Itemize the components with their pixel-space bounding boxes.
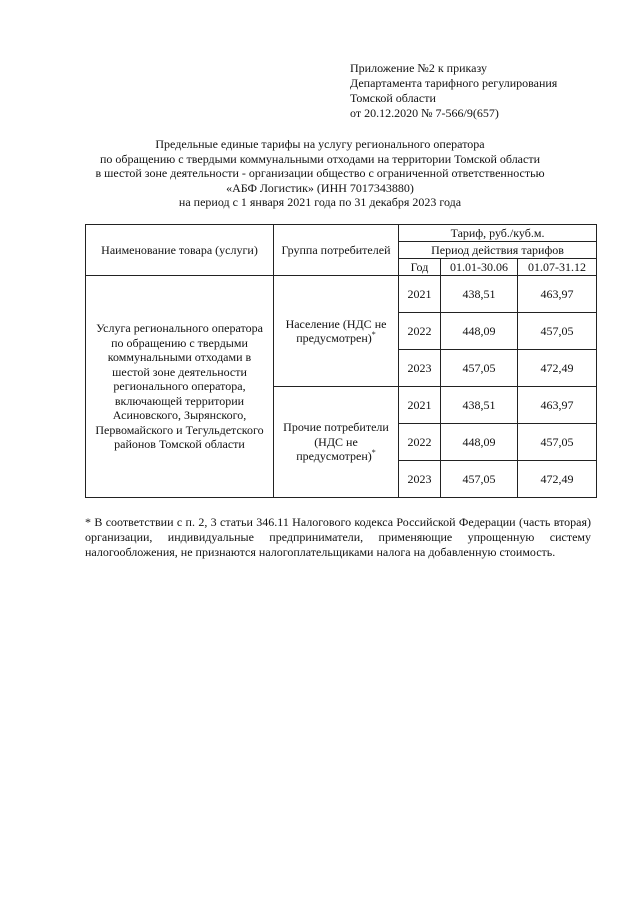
title-line: по обращению с твердыми коммунальными отходами на территории Томской области bbox=[99, 151, 540, 166]
tariff-h2-cell: 457,05 bbox=[518, 424, 597, 461]
footnote-mark: * bbox=[371, 330, 376, 339]
title-line: «АБФ Логистик» (ИНН 7017343880) bbox=[226, 180, 414, 195]
header-period-2: 01.07-31.12 bbox=[518, 259, 597, 276]
footnote: * В соответствии с п. 2, 3 статьи 346.11 Налогового кодекса Российской Федерации (часть вторая) организации, индивидуальные предприниматели, применяющие упрощенную систему налогообложения, не признаются налогоплательщиками налога на добавленную стоимость. bbox=[85, 515, 591, 559]
tariff-h1-cell: 457,05 bbox=[441, 461, 518, 498]
tariff-h1-cell: 448,09 bbox=[441, 313, 518, 350]
tariff-h2-cell: 472,49 bbox=[518, 461, 597, 498]
appendix-block bbox=[350, 61, 557, 121]
document-title bbox=[60, 137, 580, 210]
header-period-1: 01.01-30.06 bbox=[441, 259, 518, 276]
consumer-group-other bbox=[274, 387, 399, 498]
header-period: Период действия тарифов bbox=[399, 242, 597, 259]
tariff-h2-cell: 472,49 bbox=[518, 350, 597, 387]
title-line: на период с 1 января 2021 года по 31 декабря 2023 года bbox=[178, 195, 462, 209]
consumer-group-label: Прочие потребители (НДС не предусмотрен) bbox=[283, 420, 389, 464]
year-cell: 2023 bbox=[399, 461, 441, 498]
table-header-row bbox=[86, 225, 597, 242]
header-year: Год bbox=[399, 259, 441, 276]
appendix-line: Приложение №2 к приказу bbox=[350, 61, 487, 75]
title-line: Предельные единые тарифы на услугу регионального оператора bbox=[155, 137, 485, 151]
year-cell: 2023 bbox=[399, 350, 441, 387]
tariff-h2-cell: 463,97 bbox=[518, 387, 597, 424]
consumer-group-label: Население (НДС не предусмотрен) bbox=[285, 316, 387, 345]
year-cell: 2021 bbox=[399, 387, 441, 424]
appendix-line: Департамента тарифного регулирования bbox=[350, 76, 558, 90]
footnote-mark: * bbox=[371, 448, 376, 458]
appendix-line: Томской области bbox=[350, 91, 436, 105]
year-cell: 2021 bbox=[399, 276, 441, 313]
tariff-h2-cell: 463,97 bbox=[518, 276, 597, 313]
tariff-h1-cell: 438,51 bbox=[441, 387, 518, 424]
header-name: Наименование товара (услуги) bbox=[86, 225, 274, 276]
consumer-group-population bbox=[274, 276, 399, 387]
tariff-table bbox=[85, 224, 597, 498]
tariff-h1-cell: 448,09 bbox=[441, 424, 518, 461]
year-cell: 2022 bbox=[399, 313, 441, 350]
appendix-line: от 20.12.2020 № 7-566/9(657) bbox=[350, 106, 499, 120]
title-line: в шестой зоне деятельности - организации общество с ограниченной ответственностью bbox=[95, 166, 545, 180]
service-name: Услуга регионального оператора по обращению с твердыми коммунальными отходами в шестой зоне деятельности регионального оператора, включающей территории Асиновского, Зырянского, Первомайского и Тегульдетского районов Томской области bbox=[86, 276, 274, 498]
header-group: Группа потребителей bbox=[274, 225, 399, 276]
tariff-h1-cell: 438,51 bbox=[441, 276, 518, 313]
header-tariff: Тариф, руб./куб.м. bbox=[399, 225, 597, 242]
table-row bbox=[86, 276, 597, 313]
year-cell: 2022 bbox=[399, 424, 441, 461]
tariff-h2-cell: 457,05 bbox=[518, 313, 597, 350]
tariff-h1-cell: 457,05 bbox=[441, 350, 518, 387]
